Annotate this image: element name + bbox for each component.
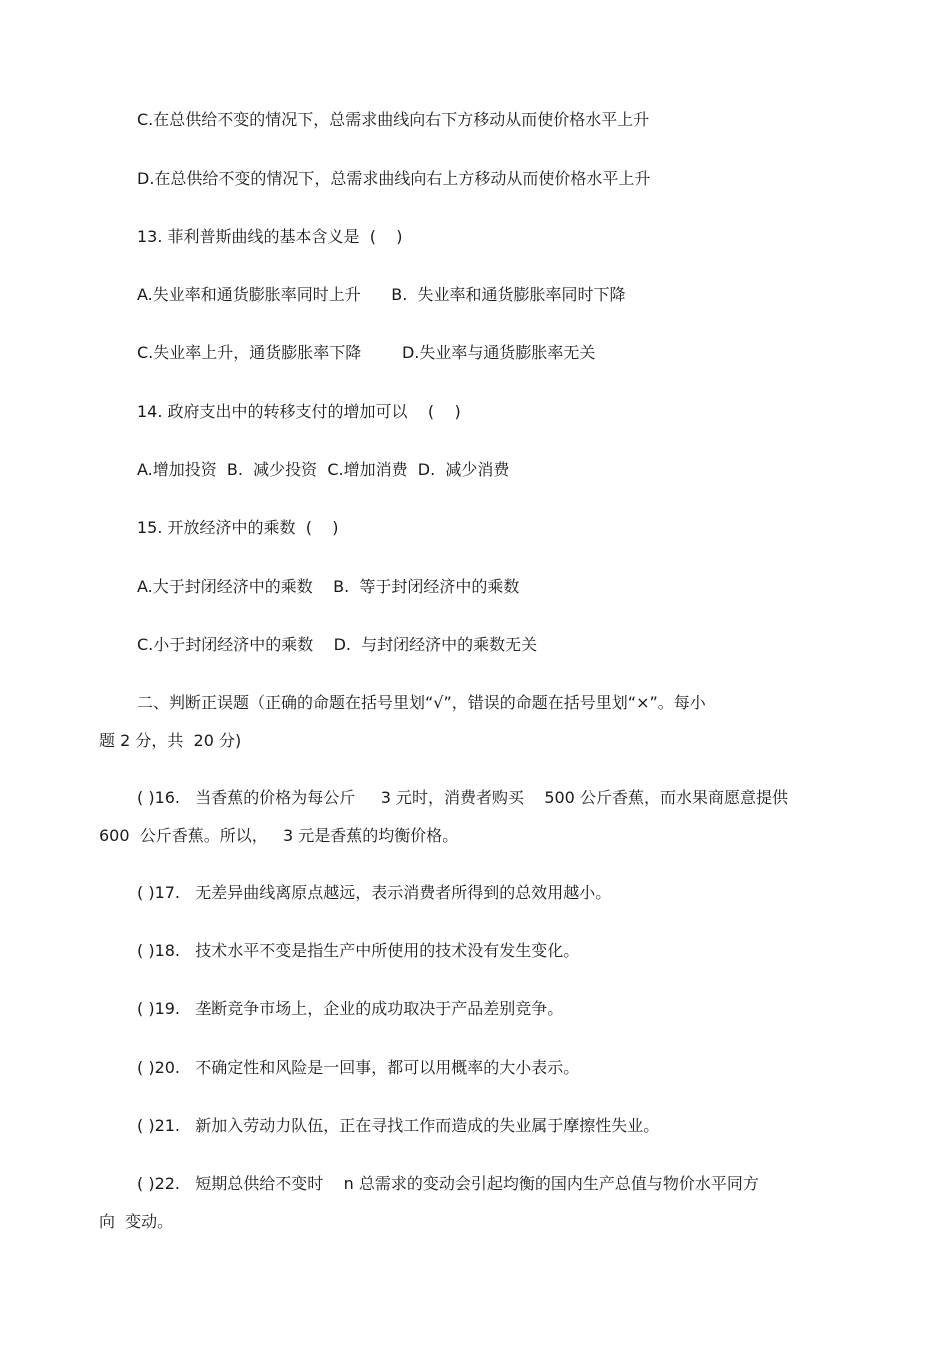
question-22: ( )22. 短期总供给不变时 n 总需求的变动会引起均衡的国内生产总值与物价水平同方: [137, 1174, 759, 1193]
question-18: ( )18. 技术水平不变是指生产中所使用的技术没有发生变化。: [137, 941, 580, 960]
question-13-options-cd: C.失业率上升，通货膨胀率下降 D.失业率与通货膨胀率无关: [137, 343, 596, 362]
section-2-heading-continued: 题 2 分，共 20 分): [99, 731, 242, 750]
question-17: ( )17. 无差异曲线离原点越远，表示消费者所得到的总效用越小。: [137, 883, 612, 902]
section-2-heading: 二、判断正误题（正确的命题在括号里划“√”，错误的命题在括号里划“×”。每小: [137, 693, 706, 712]
question-15-options-cd: C.小于封闭经济中的乘数 D. 与封闭经济中的乘数无关: [137, 635, 538, 654]
question-13-stem: 13. 菲利普斯曲线的基本含义是 ( ): [137, 227, 403, 246]
question-20: ( )20. 不确定性和风险是一回事，都可以用概率的大小表示。: [137, 1058, 580, 1077]
question-22-continued: 向 变动。: [99, 1212, 174, 1231]
question-12-option-d: D.在总供给不变的情况下，总需求曲线向右上方移动从而使价格水平上升: [137, 169, 651, 188]
question-16-continued: 600 公斤香蕉。所以， 3 元是香蕉的均衡价格。: [99, 826, 459, 845]
question-15-options-ab: A.大于封闭经济中的乘数 B. 等于封闭经济中的乘数: [137, 577, 520, 596]
question-21: ( )21. 新加入劳动力队伍，正在寻找工作而造成的失业属于摩擦性失业。: [137, 1116, 660, 1135]
question-15-stem: 15. 开放经济中的乘数 ( ): [137, 518, 339, 537]
question-14-options: A.增加投资 B. 减少投资 C.增加消费 D. 减少消费: [137, 460, 510, 479]
question-19: ( )19. 垄断竞争市场上，企业的成功取决于产品差别竞争。: [137, 999, 564, 1018]
question-14-stem: 14. 政府支出中的转移支付的增加可以 ( ): [137, 402, 461, 421]
question-16: ( )16. 当香蕉的价格为每公斤 3 元时，消费者购买 500 公斤香蕉，而水果商愿意提供: [137, 788, 788, 807]
question-13-options-ab: A.失业率和通货膨胀率同时上升 B. 失业率和通货膨胀率同时下降: [137, 285, 626, 304]
question-12-option-c: C.在总供给不变的情况下，总需求曲线向右下方移动从而使价格水平上升: [137, 110, 650, 129]
